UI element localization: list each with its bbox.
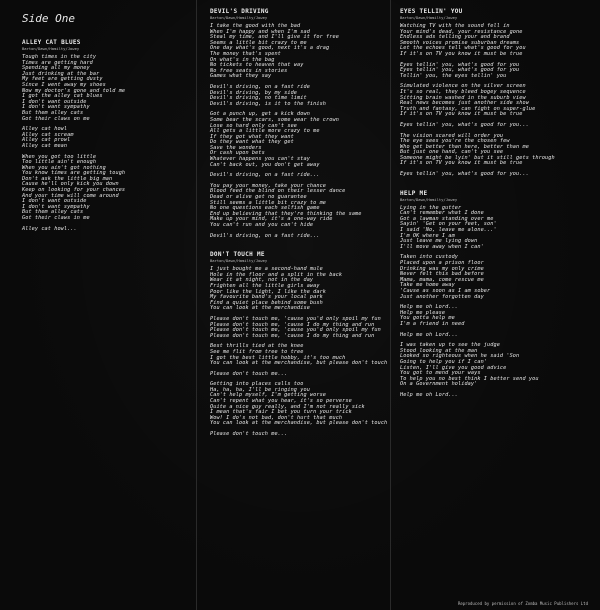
lyric-line: Looked so righteous when he said 'Son: [400, 353, 520, 360]
lyric-line: Got their claws in me: [22, 215, 90, 222]
lyric-line: Steal my time, and I'll give it for free: [210, 34, 339, 41]
lyric-line: Alley cat mean: [22, 142, 68, 149]
song-title: HELP ME: [400, 189, 428, 197]
lyric-line: Can't help myself, I'm getting worse: [210, 392, 327, 399]
lyric-line: Drinking was my only crime: [400, 265, 484, 272]
song-credit: Barton/Dawn/Hamilty/Jowey: [210, 258, 268, 264]
lyric-line: On what's in the bag: [210, 56, 275, 63]
lyric-line: You can't run and you can't hide: [210, 222, 314, 228]
lyric-line: Simulated violence on the silver screen: [400, 83, 526, 90]
lyric-line: Tough times in the city: [22, 54, 97, 60]
song-title: ALLEY CAT BLUES: [22, 39, 81, 46]
lyric-line: I got the best little hobby, it's too much: [210, 354, 346, 361]
lyric-line: Ha, ha, ha, I'll be ringing you: [210, 386, 310, 393]
lyric-line: Please don't touch me, 'cause I do my thing and run: [210, 321, 375, 328]
lyric-line: You pay your money, take your chance: [210, 182, 327, 189]
lyric-line: Seems a little bit crazy to me: [210, 39, 307, 46]
lyric-line: I'm a friend in need: [400, 320, 465, 327]
lyric-line: Cause he'll only kick you down: [22, 181, 119, 188]
lyric-line: Getting into places calls too: [210, 381, 304, 388]
lyric-line: Devil's driving, no time limit: [210, 95, 307, 102]
lyric-line: Now my doctor's gone and told me: [22, 87, 126, 94]
lyric-line: Can't repent what you hear, it's so perverse: [210, 398, 352, 405]
lyric-line: Stood looking at the man: [400, 347, 478, 354]
lyric-line: Times are getting hard: [22, 59, 93, 66]
lyric-line: I take the good with the bad: [210, 23, 301, 29]
lyric-line: I don't want sympathy: [22, 104, 90, 111]
lyric-line: Listen, I'll give you good advice: [400, 364, 507, 371]
lyric-line: Frighten all the little girls away: [210, 282, 320, 289]
lyric-line: Your mind's dead, your resistance gone: [400, 28, 523, 35]
column-2: [210, 8, 388, 438]
lyric-line: I don't want outside: [22, 198, 87, 205]
lyric-line: Some bear the scars, some wear the crown: [210, 116, 339, 123]
lyric-line: I just bought me a second-hand mule: [210, 266, 323, 273]
lyric-line: Tellin' you, the eyes tellin' you: [400, 72, 507, 79]
lyric-line: Blood feed the blind on their lesser dance: [210, 188, 346, 195]
lyric-line: Devil's driving, on a fast ride: [210, 83, 310, 90]
lyric-line: Someone might be lyin' but it still gets through: [400, 154, 555, 161]
lyric-line: Help me oh Lord...: [400, 391, 459, 398]
lyric-line: Endless ads telling your and brand: [400, 34, 510, 41]
lyric-line: Just leave me lying down: [400, 238, 478, 245]
lyric-line: Sitting brain washed in the suburb view: [400, 94, 526, 101]
column-divider: [390, 0, 391, 610]
lyric-line: Please don't touch me, 'cause you'd only spoil my fun: [210, 315, 381, 322]
lyric-line: Truth and fantasy, can fight on super-glue: [400, 105, 536, 112]
lyric-line: Just drinking at the bar: [22, 70, 100, 77]
lyric-line: To help you no best think I better send you: [400, 375, 539, 382]
lyric-line: Placed upon a prison floor: [400, 260, 484, 266]
lyric-line: Devil's driving, on a fast ride...: [210, 172, 320, 179]
lyric-line: If it's on TV you know it must be true: [400, 160, 523, 167]
lyric-line: Or cash upon bets: [210, 150, 265, 157]
lyric-line: Got a punch up, get a kick down: [210, 111, 310, 118]
lyric-line: Taken into custody: [400, 254, 459, 261]
lyric-line: No one questions each selfish game: [210, 205, 320, 212]
lyric-line: Got their claws on me: [22, 115, 90, 122]
lyric-line: You can look at the merchandise, but please don't touch: [210, 420, 388, 427]
song-credit: Barton/Dawn/Hamilty/Jowey: [210, 15, 268, 20]
lyric-line: Alley cat howl...: [22, 225, 77, 232]
lyric-line: 'Cause as soon as I am sober: [400, 287, 491, 294]
song-title: DEVIL'S DRIVING: [210, 8, 269, 15]
lyric-line: Eyes tellin' you, what's good for you...: [400, 171, 529, 178]
lyric-line: Sayin' 'Get on your feet, son': [400, 221, 497, 228]
stanza-gap: [210, 239, 388, 251]
lyric-line: My favourite band's your local park: [210, 294, 323, 301]
lyric-line: Who get better than here, better than me: [400, 143, 529, 150]
lyric-line: You gotta help me: [400, 315, 455, 322]
lyric-line: You can look at the merchandise: [210, 305, 310, 312]
lyric-line: No tickets to heaven that way: [210, 62, 304, 69]
lyric-line: But them alley cats: [22, 209, 84, 216]
lyric-line: Take me home away: [400, 282, 455, 289]
lyric-line: When I'm happy and when I'm sad: [210, 28, 310, 35]
lyric-line: Too little ain't enough: [22, 159, 97, 166]
lyric-line: And your time will come around: [22, 192, 119, 199]
lyric-line: One day what's good, next it's a drag: [210, 45, 330, 52]
column-divider: [196, 0, 197, 610]
lyric-line: Still seems a little bit crazy to me: [210, 199, 327, 206]
lyric-line: I don't want outside: [22, 98, 87, 105]
lyric-line: See me flit from tree to tree: [210, 348, 304, 355]
stanza-gap: [400, 178, 590, 190]
lyric-line: I got the alley cat blues: [22, 93, 103, 100]
lyric-line: Games what they say: [210, 73, 272, 80]
lyric-line: Find a quiet place behind some bush: [210, 299, 323, 306]
lyric-line: Can't remember what I done: [400, 210, 484, 217]
lyric-line: I don't want sympathy: [22, 203, 90, 210]
lyric-line: Eyes tellin' you, what's good for you...: [400, 121, 529, 128]
lyric-line: I'm OK where I am: [400, 232, 455, 239]
lyric-line: Smooth voices promise suburban dreams: [400, 39, 520, 46]
lyric-line: Going to help you if I can': [400, 358, 488, 365]
lyric-line: Mama, mama, come rescue me: [400, 276, 484, 283]
lyric-line: Wear it at night, not in the day: [210, 277, 314, 284]
lyric-line: Since I went away my shoes: [22, 81, 106, 88]
lyric-line: Keep on looking for your chances: [22, 187, 126, 194]
lyric-line: You can look at the merchandise, but please don't touch: [210, 360, 388, 367]
lyric-line: I said 'No, leave me alone...': [400, 227, 497, 234]
lyric-line: Best thrills tied at the knee: [210, 343, 304, 350]
lyric-line: Just another forgotten day: [400, 293, 484, 300]
lyric-line: Spending all my money: [22, 65, 90, 72]
lyric-line: If it's on TV you know it must be true: [400, 50, 523, 57]
lyric-line: The money that's spent: [210, 50, 281, 57]
lyric-line: On a Government holiday': [400, 381, 478, 388]
lyric-line: Can't back out, you don't get away: [210, 161, 320, 168]
song-credit: Barton/Dawn/Hamilty/Jowey: [400, 196, 458, 202]
side-title: Side One: [22, 12, 75, 25]
lyric-line: No free seats in stories: [210, 67, 288, 74]
lyric-line: I mean that's fair I bet you turn your trick: [210, 409, 352, 416]
lyric-line: Help me oh Lord...: [400, 331, 459, 338]
lyric-line: Devil's driving, is it to the finish: [210, 100, 327, 107]
lyric-line: Please don't touch me...: [210, 431, 288, 438]
lyric-line: You know times are getting tough: [22, 170, 126, 177]
lyric-line: Lose so hard only can't see: [210, 122, 298, 129]
lyric-line: If they got what they want: [210, 133, 294, 140]
lyric-line: My feet are getting dusty: [22, 76, 103, 83]
lyric-line: The eye sees you're the chosen few: [400, 138, 510, 145]
song-credit: Barton/Dawn/Hamilty/Jowey: [22, 46, 80, 51]
lyric-line: Please don't touch me, 'cause I do my thing and run: [210, 332, 375, 339]
lyric-line: Please don't touch me, 'cause you'd only spoil my fun: [210, 327, 381, 334]
lyric-line: Dead or alive get no guarantee: [210, 194, 307, 201]
lyric-line: Real news becomes just another side show: [400, 100, 529, 107]
lyric-line: When you got too little: [22, 153, 97, 160]
lyric-line: But just one hand, can't you see: [400, 149, 504, 156]
lyric-line: When you ain't got nothing: [22, 164, 106, 171]
lyric-line: Lying in the gutter: [400, 204, 462, 211]
column-1: [22, 8, 192, 232]
song-credit: Barton/Dawn/Hamilty/Jowey: [400, 15, 458, 20]
lyric-line: Help me please: [400, 309, 446, 316]
lyric-line: Devil's driving, on a fast ride...: [210, 232, 320, 239]
lyric-line: Quite a nice guy really, and I'm not really sick: [210, 403, 365, 410]
lyric-line: Let the echoes tell what's good for you: [400, 45, 526, 52]
lyric-line: Help me oh Lord...: [400, 304, 459, 311]
lyric-line: Wow! I do's not bad, don't hurt that much: [210, 414, 343, 421]
lyric-line: But them alley cats: [22, 109, 84, 116]
lyric-line: Alley cat howl: [22, 126, 68, 133]
lyric-line: Watching TV with the sound fell in: [400, 23, 510, 29]
lyric-line: Eyes tellin' you, what's good for you: [400, 67, 520, 74]
lyric-line: You got to mend your ways: [400, 370, 481, 377]
column-3: [400, 8, 590, 398]
lyric-line: Save the wonders: [210, 144, 262, 151]
lyric-line: It's so real, they bleed bogey sequence: [400, 88, 526, 95]
song-title: EYES TELLIN' YOU: [400, 8, 463, 15]
lyric-line: End up believing that they're thinking the same: [210, 210, 362, 217]
lyric-line: The vision scared will order you: [400, 132, 504, 139]
lyric-line: If it's on TV you know it must be true: [400, 111, 523, 118]
lyric-line: Do they want what they get: [210, 139, 294, 146]
copyright-footer: Reproduced by permission of Zomba Music Publishers Ltd: [457, 601, 588, 606]
lyric-line: Alley cat prowl: [22, 137, 71, 144]
lyric-line: Make up your mind, it's a one-way ride: [210, 216, 333, 223]
song-title: DON'T TOUCH ME: [210, 251, 265, 259]
lyric-line: Got a lawman standing over me: [400, 215, 494, 222]
lyric-line: All gets a little more crazy to me: [210, 128, 320, 135]
lyric-line: I'll move away when I can': [400, 243, 484, 250]
lyric-line: Whatever happens you can't stay: [210, 156, 310, 163]
lyric-line: Devil's driving, by my side: [210, 89, 298, 96]
lyric-line: Please don't touch me...: [210, 370, 288, 377]
lyric-line: Alley cat scream: [22, 131, 74, 138]
lyric-line: Poor like the light, I like the dark: [210, 288, 327, 295]
lyric-line: Eyes tellin' you, what's good for you: [400, 61, 520, 68]
lyric-line: I was taken up to see the judge: [400, 342, 500, 349]
lyric-line: Never felt this bad before: [400, 271, 484, 278]
lyric-line: Hole in the floor and a split in the back: [210, 271, 343, 278]
lyric-line: Don't ask the little big man: [22, 175, 113, 182]
